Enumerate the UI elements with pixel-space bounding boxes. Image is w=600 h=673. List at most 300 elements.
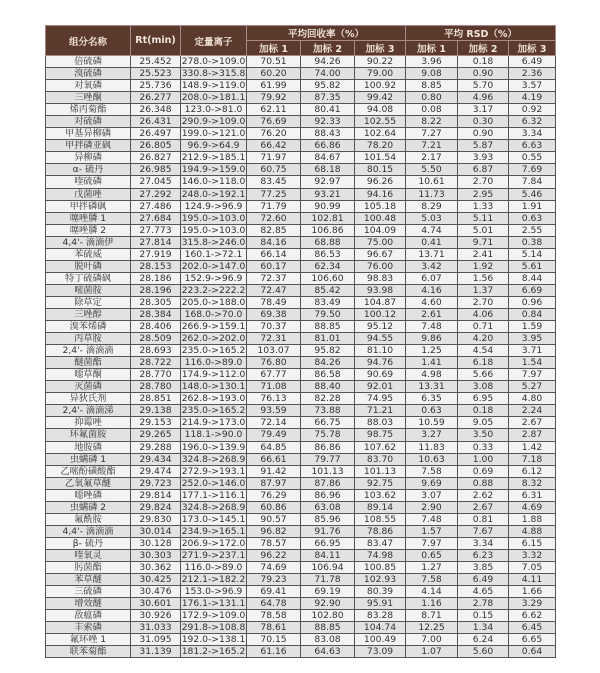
retention-time-cell: 30.425 [131,574,181,586]
quant-ion-cell: 252.0->146.0 [181,477,246,489]
compound-name-cell: 特丁硫磷砜 [46,272,131,284]
rsd-3-cell: 8.44 [509,272,556,284]
recovery-2-cell: 69.19 [301,586,355,598]
quant-ion-cell: 148.0->130.1 [181,381,246,393]
rsd-2-cell: 1.33 [458,200,509,212]
rsd-1-cell: 0.08 [406,104,458,116]
table-row [46,284,556,296]
rsd-1-cell: 1.25 [406,345,458,357]
rsd-2-cell: 3.50 [458,429,509,441]
rsd-3-cell: 7.84 [509,176,556,188]
table-row [46,248,556,260]
table-row [46,489,556,501]
recovery-3-cell: 93.98 [355,284,406,296]
header-recovery-level-3: 加标 3 [355,41,406,56]
recovery-1-cell: 70.15 [247,634,301,646]
rsd-2-cell: 0.88 [458,477,509,489]
recovery-1-cell: 79.92 [247,92,301,104]
quant-ion-cell: 181.2->165.2 [181,646,246,658]
quant-ion-cell: 168.0->70.0 [181,308,247,320]
rsd-3-cell: 6.63 [509,140,556,152]
quant-ion-cell: 116.0->89.0 [181,357,247,369]
compound-name-cell: 烯丙菊酯 [46,104,131,116]
compound-name-cell: 嘧菌胺 [46,284,131,296]
rsd-2-cell: 5.60 [458,646,509,658]
quant-ion-cell: 271.9->237.1 [181,549,246,561]
quant-ion-cell: 194.9->159.0 [181,164,246,176]
quant-ion-cell: 212.9->185.1 [181,152,246,164]
compound-name-cell: 地胺磷 [46,441,131,453]
recovery-2-cell: 73.88 [301,405,355,417]
rsd-1-cell: 2.17 [406,152,458,164]
quant-ion-cell: 123.0->81.0 [181,104,247,116]
quant-ion-cell: 176.1->131.1 [181,598,246,610]
compound-name-cell: 乙氧氟草醚 [46,477,131,489]
table-row [46,188,556,200]
rsd-2-cell: 0.30 [458,116,509,128]
rsd-2-cell: 6.23 [458,549,509,561]
retention-time-cell: 26.805 [131,140,181,152]
rsd-3-cell: 7.97 [509,369,556,381]
retention-time-cell: 31.139 [131,646,181,658]
rsd-3-cell: 2.24 [509,405,556,417]
recovery-3-cell: 95.12 [355,321,406,333]
compound-name-cell: 喹氧灵 [46,549,131,561]
retention-time-cell: 26.277 [131,92,181,104]
quant-ion-cell: 192.0->138.1 [181,634,246,646]
recovery-3-cell: 96.26 [355,176,406,188]
quant-ion-cell: 148.9->119.0 [181,80,246,92]
rsd-2-cell: 1.56 [458,272,509,284]
rsd-2-cell: 4.54 [458,345,509,357]
compound-name-cell: 抑霉唑 [46,417,131,429]
recovery-1-cell: 72.47 [247,284,301,296]
rsd-2-cell: 0.18 [458,405,509,417]
recovery-3-cell: 100.49 [355,634,406,646]
recovery-1-cell: 78.58 [247,610,301,622]
rsd-1-cell: 5.03 [406,212,458,224]
recovery-3-cell: 105.18 [355,200,406,212]
rsd-2-cell: 1.00 [458,453,509,465]
rsd-1-cell: 7.58 [406,465,458,477]
table-row [46,212,556,224]
rsd-3-cell: 6.62 [509,610,556,622]
rsd-2-cell: 5.87 [458,140,509,152]
recovery-3-cell: 101.13 [355,465,406,477]
rsd-2-cell: 5.66 [458,369,509,381]
recovery-1-cell: 60.20 [247,68,301,80]
recovery-3-cell: 79.00 [355,68,406,80]
recovery-1-cell: 61.99 [247,80,301,92]
table-row [46,441,556,453]
table-row [46,429,556,441]
recovery-1-cell: 78.57 [247,537,301,549]
rsd-1-cell: 11.73 [406,188,458,200]
retention-time-cell: 28.186 [131,272,181,284]
rsd-2-cell: 6.24 [458,634,509,646]
recovery-1-cell: 90.57 [247,513,301,525]
rsd-3-cell: 6.69 [509,284,556,296]
header-recovery-level-2: 加标 2 [301,41,355,56]
rsd-1-cell: 9.08 [406,68,458,80]
table-row [46,176,556,188]
retention-time-cell: 27.045 [131,176,181,188]
compound-name-cell: 三唑酮 [46,92,131,104]
compound-name-cell: 乙嘧酚磺酸酯 [46,465,131,477]
rsd-1-cell: 1.16 [406,598,458,610]
compound-name-cell: 4,4'- 滴滴伊 [46,236,131,248]
rsd-1-cell: 4.74 [406,224,458,236]
rsd-3-cell: 3.29 [509,598,556,610]
recovery-1-cell: 67.77 [247,369,301,381]
retention-time-cell: 28.770 [131,369,181,381]
header-rsd-level-1: 加标 1 [406,41,458,56]
rsd-3-cell: 4.19 [509,92,556,104]
quant-ion-cell: 195.0->103.0 [181,212,246,224]
compound-name-cell: 4,4'- 滴滴滴 [46,525,131,537]
rsd-1-cell: 1.27 [406,561,458,573]
header-ion: 定量离子 [181,26,247,56]
retention-time-cell: 30.014 [131,525,181,537]
rsd-2-cell: 3.85 [458,561,509,573]
recovery-1-cell: 64.78 [247,598,301,610]
rsd-1-cell: 3.07 [406,489,458,501]
quant-ion-cell: 206.9->172.0 [181,537,246,549]
recovery-3-cell: 99.42 [355,92,406,104]
retention-time-cell: 28.196 [131,284,181,296]
quant-ion-cell: 262.8->193.0 [181,393,246,405]
table-row [46,405,556,417]
retention-time-cell: 26.348 [131,104,181,116]
rsd-3-cell: 1.59 [509,321,556,333]
rsd-1-cell: 10.61 [406,176,458,188]
quant-ion-cell: 199.0->121.0 [181,128,246,140]
retention-time-cell: 30.476 [131,586,181,598]
table-row [46,369,556,381]
rsd-1-cell: 3.96 [406,56,458,68]
recovery-2-cell: 83.08 [301,634,355,646]
retention-time-cell: 28.153 [131,260,181,272]
rsd-1-cell: 2.90 [406,501,458,513]
rsd-1-cell: 3.42 [406,260,458,272]
rsd-1-cell: 11.83 [406,441,458,453]
rsd-3-cell: 3.32 [509,549,556,561]
compound-name-cell: 虫螨磷 1 [46,453,131,465]
rsd-3-cell: 5.46 [509,188,556,200]
recovery-1-cell: 66.42 [247,140,301,152]
table-row [46,381,556,393]
rsd-3-cell: 2.87 [509,429,556,441]
recovery-3-cell: 92.01 [355,381,406,393]
rsd-2-cell: 4.96 [458,92,509,104]
recovery-1-cell: 83.45 [247,176,301,188]
recovery-1-cell: 77.25 [247,188,301,200]
table-row [46,586,556,598]
compound-name-cell: 增效醚 [46,598,131,610]
retention-time-cell: 30.601 [131,598,181,610]
rsd-1-cell: 8.22 [406,116,458,128]
compound-name-cell: 除草定 [46,296,131,308]
recovery-2-cell: 85.96 [301,513,355,525]
compound-name-cell: 2,4'- 滴滴滴 [46,345,131,357]
rsd-3-cell: 0.55 [509,152,556,164]
table-row [46,260,556,272]
recovery-3-cell: 95.91 [355,598,406,610]
quant-ion-cell: 235.0->165.2 [181,405,246,417]
table-row [46,501,556,513]
recovery-2-cell: 66.75 [301,417,355,429]
rsd-1-cell: 6.07 [406,272,458,284]
recovery-2-cell: 91.76 [301,525,355,537]
compound-name-cell: 噻唑膦 2 [46,224,131,236]
rsd-2-cell: 9.05 [458,417,509,429]
recovery-1-cell: 70.37 [247,321,301,333]
compound-name-cell: 异柳磷 [46,152,131,164]
quant-ion-cell: 266.9->159.1 [181,321,246,333]
quant-ion-cell: 235.0->165.2 [181,345,246,357]
recovery-1-cell: 78.61 [247,622,301,634]
compound-name-cell: 丙草胺 [46,333,131,345]
retention-time-cell: 29.474 [131,465,181,477]
rsd-2-cell: 1.34 [458,622,509,634]
recovery-1-cell: 72.37 [247,272,301,284]
rsd-2-cell: 4.65 [458,586,509,598]
retention-time-cell: 25.523 [131,68,181,80]
recovery-2-cell: 102.80 [301,610,355,622]
table-row [46,622,556,634]
table-row [46,128,556,140]
recovery-3-cell: 75.00 [355,236,406,248]
rsd-2-cell: 6.87 [458,164,509,176]
rsd-1-cell: 1.07 [406,646,458,658]
quant-ion-cell: 234.9->165.1 [181,525,246,537]
recovery-1-cell: 79.23 [247,574,301,586]
rsd-3-cell: 2.67 [509,417,556,429]
rsd-1-cell: 0.80 [406,92,458,104]
recovery-3-cell: 78.20 [355,140,406,152]
retention-time-cell: 30.303 [131,549,181,561]
rsd-2-cell: 0.90 [458,128,509,140]
rsd-2-cell: 4.06 [458,308,509,320]
recovery-1-cell: 82.85 [247,224,301,236]
retention-time-cell: 28.384 [131,308,181,320]
recovery-2-cell: 88.85 [301,622,355,634]
rsd-1-cell: 10.63 [406,453,458,465]
table-row [46,321,556,333]
recovery-2-cell: 83.49 [301,296,355,308]
quant-ion-cell: 223.2->222.2 [181,284,246,296]
retention-time-cell: 26.985 [131,164,181,176]
table-row [46,164,556,176]
table-row [46,68,556,80]
rsd-1-cell: 10.59 [406,417,458,429]
retention-time-cell: 28.509 [131,333,181,345]
rsd-3-cell: 6.12 [509,465,556,477]
retention-time-cell: 28.305 [131,296,181,308]
retention-time-cell: 29.824 [131,501,181,513]
table-row [46,140,556,152]
table-row [46,345,556,357]
rsd-1-cell: 2.61 [406,308,458,320]
retention-time-cell: 29.153 [131,417,181,429]
table-row [46,465,556,477]
recovery-3-cell: 94.55 [355,333,406,345]
table-row [46,56,556,68]
recovery-2-cell: 101.13 [301,465,355,477]
recovery-1-cell: 91.42 [247,465,301,477]
table-header [46,26,556,56]
table-row [46,574,556,586]
rsd-2-cell: 5.11 [458,212,509,224]
compound-name-cell: 溴苯烯磷 [46,321,131,333]
recovery-1-cell: 103.07 [247,345,301,357]
rsd-1-cell: 0.65 [406,549,458,561]
table-row [46,477,556,489]
recovery-2-cell: 87.35 [301,92,355,104]
quant-ion-cell: 330.8->315.8 [181,68,246,80]
quant-ion-cell: 214.9->173.0 [181,417,246,429]
rsd-3-cell: 5.14 [509,248,556,260]
recovery-1-cell: 60.17 [247,260,301,272]
recovery-3-cell: 92.75 [355,477,406,489]
retention-time-cell: 29.830 [131,513,181,525]
table-row [46,453,556,465]
rsd-1-cell: 4.60 [406,296,458,308]
recovery-1-cell: 96.22 [247,549,301,561]
rsd-1-cell: 9.69 [406,477,458,489]
rsd-2-cell: 5.70 [458,80,509,92]
rsd-3-cell: 0.38 [509,236,556,248]
recovery-2-cell: 92.33 [301,116,355,128]
rsd-2-cell: 0.15 [458,610,509,622]
rsd-2-cell: 0.90 [458,68,509,80]
recovery-1-cell: 76.80 [247,357,301,369]
recovery-2-cell: 106.86 [301,224,355,236]
compound-name-cell: 敌瘟磷 [46,610,131,622]
recovery-2-cell: 79.77 [301,453,355,465]
recovery-3-cell: 102.93 [355,574,406,586]
quant-ion-cell: 152.9->96.9 [181,272,247,284]
recovery-3-cell: 83.70 [355,453,406,465]
rsd-3-cell: 0.84 [509,308,556,320]
rsd-3-cell: 3.71 [509,345,556,357]
recovery-1-cell: 72.14 [247,417,301,429]
rsd-3-cell: 1.91 [509,200,556,212]
table-row [46,272,556,284]
rsd-3-cell: 8.32 [509,477,556,489]
recovery-2-cell: 68.18 [301,164,355,176]
table-row [46,537,556,549]
recovery-2-cell: 86.96 [301,489,355,501]
compound-name-cell: 苯硫威 [46,248,131,260]
recovery-2-cell: 63.08 [301,501,355,513]
table-row [46,561,556,573]
recovery-3-cell: 104.87 [355,296,406,308]
recovery-2-cell: 87.86 [301,477,355,489]
compound-name-cell: 噁草酮 [46,369,131,381]
recovery-1-cell: 64.85 [247,441,301,453]
compound-name-cell: 倍硫磷 [46,56,131,68]
header-rsd-level-3: 加标 3 [509,41,556,56]
quant-ion-cell: 272.9->193.1 [181,465,246,477]
retention-time-cell: 30.128 [131,537,181,549]
quant-ion-cell: 96.9->64.9 [181,140,247,152]
recovery-2-cell: 90.99 [301,200,355,212]
compound-name-cell: 2,4'- 滴滴涕 [46,405,131,417]
rsd-1-cell: 1.41 [406,357,458,369]
rsd-3-cell: 4.69 [509,501,556,513]
compound-name-cell: 虫螨磷 2 [46,501,131,513]
recovery-2-cell: 71.78 [301,574,355,586]
retention-time-cell: 26.497 [131,128,181,140]
rsd-2-cell: 0.18 [458,56,509,68]
compound-name-cell: 灭菌磷 [46,381,131,393]
header-recovery: 平均回收率（%） [247,26,406,41]
recovery-3-cell: 98.83 [355,272,406,284]
recovery-1-cell: 72.31 [247,333,301,345]
retention-time-cell: 25.736 [131,80,181,92]
retention-time-cell: 26.431 [131,116,181,128]
recovery-3-cell: 102.64 [355,128,406,140]
recovery-1-cell: 93.59 [247,405,301,417]
compound-name-cell: 对硫磷 [46,116,131,128]
table-row [46,634,556,646]
compound-name-cell: 噻唑膦 1 [46,212,131,224]
table-row [46,417,556,429]
table-row [46,646,556,658]
retention-time-cell: 29.434 [131,453,181,465]
recovery-3-cell: 107.62 [355,441,406,453]
recovery-3-cell: 94.08 [355,104,406,116]
retention-time-cell: 28.780 [131,381,181,393]
table-row [46,357,556,369]
recovery-2-cell: 95.82 [301,80,355,92]
retention-time-cell: 28.406 [131,321,181,333]
rsd-3-cell: 4.11 [509,574,556,586]
rsd-1-cell: 8.85 [406,80,458,92]
recovery-3-cell: 102.55 [355,116,406,128]
recovery-1-cell: 60.75 [247,164,301,176]
rsd-2-cell: 2.62 [458,489,509,501]
recovery-2-cell: 88.40 [301,381,355,393]
header-rsd: 平均 RSD（%） [406,26,556,41]
header-rt: Rt(min) [131,26,181,56]
table-row [46,296,556,308]
recovery-2-cell: 84.67 [301,152,355,164]
header-name: 组分名称 [46,26,131,56]
rsd-3-cell: 7.18 [509,453,556,465]
retention-time-cell: 26.827 [131,152,181,164]
rsd-2-cell: 0.69 [458,465,509,477]
recovery-2-cell: 84.26 [301,357,355,369]
quant-ion-cell: 324.8->268.9 [181,453,246,465]
compound-name-cell: 溴硫磷 [46,68,131,80]
recovery-1-cell: 76.13 [247,393,301,405]
rsd-1-cell: 1.57 [406,525,458,537]
recovery-1-cell: 62.11 [247,104,301,116]
rsd-1-cell: 7.00 [406,634,458,646]
rsd-2-cell: 0.71 [458,321,509,333]
recovery-3-cell: 100.92 [355,80,406,92]
rsd-3-cell: 4.80 [509,393,556,405]
recovery-3-cell: 98.75 [355,429,406,441]
recovery-3-cell: 80.39 [355,586,406,598]
recovery-2-cell: 86.86 [301,441,355,453]
rsd-2-cell: 3.08 [458,381,509,393]
rsd-1-cell: 7.48 [406,513,458,525]
rsd-1-cell: 4.14 [406,586,458,598]
rsd-2-cell: 3.93 [458,152,509,164]
